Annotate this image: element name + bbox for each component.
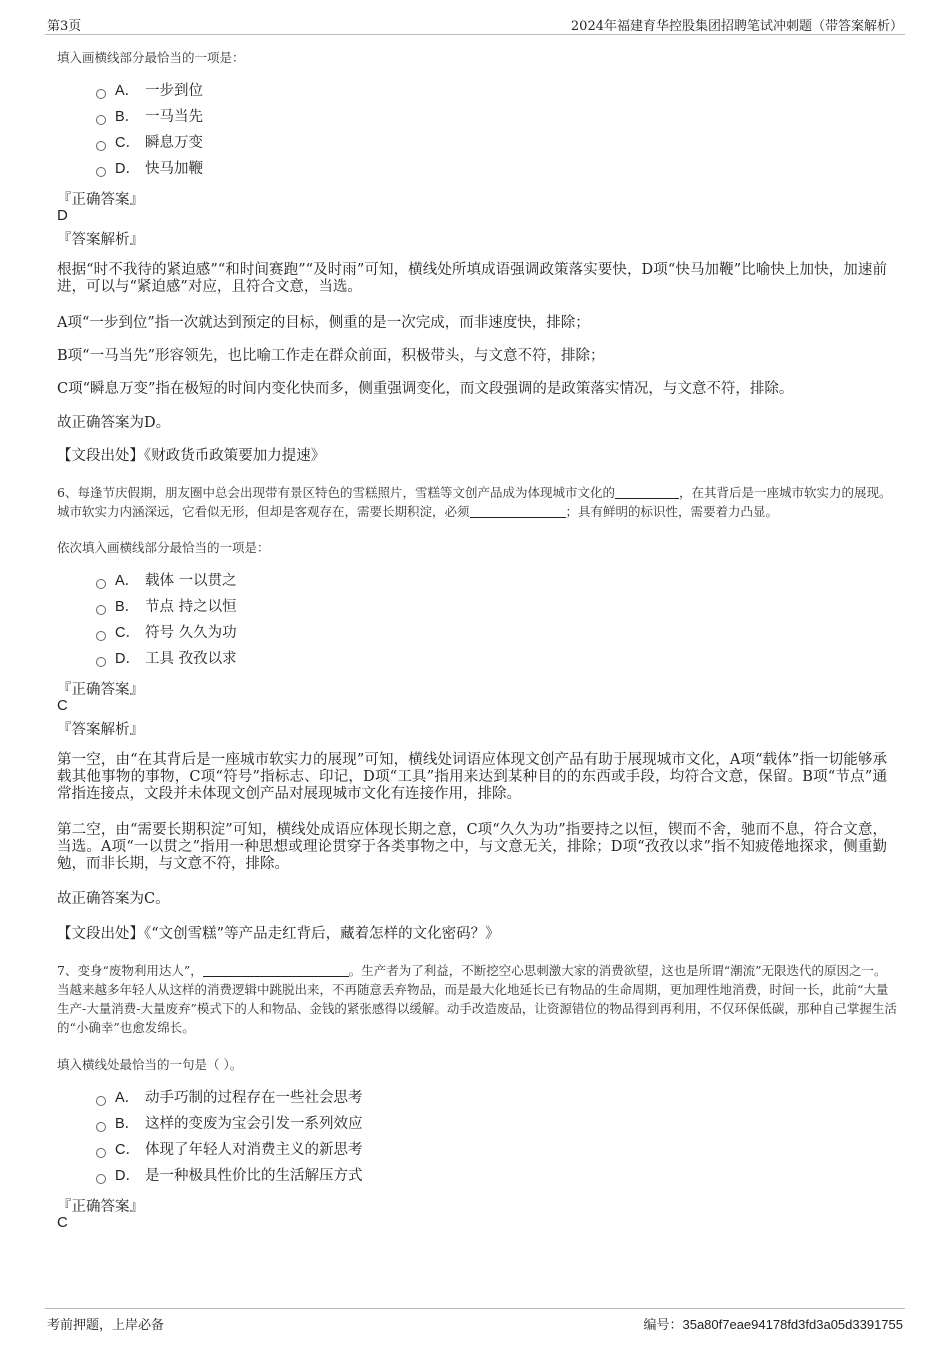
radio-icon[interactable] xyxy=(96,115,106,125)
q6-prompt: 依次填入画横线部分最恰当的一项是： xyxy=(57,540,270,555)
q5-answer: D xyxy=(57,207,68,224)
q5-answer-label: 『正确答案』 xyxy=(57,192,144,208)
q5-option-c[interactable]: C． 瞬息万变 xyxy=(96,132,203,154)
q7-stem: 7、变身“废物利用达人”， 。生产者为了利益，不断挖空心思刺激大家的消费欲望，这也是所谓“潮流”无限迭代的原因之一。当越来越多年轻人从这样的消费逻辑中跳脱出来，不再随意丢弃物品，而是最大化地延长已有物品的生命周期，更加理性地消费，时间一长，此前“大量生产-大量消费-大量废弃”模式下的人和物品、金钱的紧张感得以缓解。动手改造废品，让资源错位的物品得到再利用，不仅环保低碳，那种自己掌握生活的“小确幸”也愈发绵长。 xyxy=(57,963,897,1035)
radio-icon[interactable] xyxy=(96,605,106,615)
footer-slogan: 考前押题，上岸必备 xyxy=(47,1318,165,1333)
q6-option-c[interactable]: C． 符号 久久为功 xyxy=(96,622,237,644)
document-title: 2024年福建育华控股集团招聘笔试冲刺题（带答案解析） xyxy=(570,19,903,34)
q7-option-a[interactable]: A． 动手巧制的过程存在一些社会思考 xyxy=(96,1087,363,1109)
q6-answer: C xyxy=(57,697,68,714)
q7-option-b[interactable]: B． 这样的变废为宝会引发一系列效应 xyxy=(96,1113,363,1135)
blank-line xyxy=(615,484,679,499)
document-code: 编号：35a80f7eae94178fd3fd3a05d3391755 xyxy=(643,1317,903,1332)
q5-option-b[interactable]: B． 一马当先 xyxy=(96,106,203,128)
radio-icon[interactable] xyxy=(96,579,106,589)
q5-analysis-paragraph: 根据“时不我待的紧迫感”“和时间赛跑”“及时雨”可知，横线处所填成语强调政策落实要快，D项“快马加鞭”比喻快上加快，加速前进，可以与“紧迫感”对应，且符合文意，当选。 xyxy=(57,262,887,295)
q7-answer-label: 『正确答案』 xyxy=(57,1199,144,1215)
q5-analysis-paragraph: B项“一马当先”形容领先，也比喻工作走在群众前面，积极带头，与文意不符，排除； xyxy=(57,348,605,364)
radio-icon[interactable] xyxy=(96,141,106,151)
q6-source: 【文段出处】《“文创雪糕”等产品走红背后，藏着怎样的文化密码？》 xyxy=(57,926,500,942)
q6-option-a[interactable]: A． 载体 一以贯之 xyxy=(96,570,237,592)
page-header xyxy=(45,12,905,35)
radio-icon[interactable] xyxy=(96,89,106,99)
q5-analysis-label: 『答案解析』 xyxy=(57,232,144,248)
q6-analysis-label: 『答案解析』 xyxy=(57,722,144,738)
radio-icon[interactable] xyxy=(96,1122,106,1132)
q5-option-a[interactable]: A． 一步到位 xyxy=(96,80,203,102)
blank-line xyxy=(470,503,566,518)
q5-analysis-paragraph: 故正确答案为D。 xyxy=(57,415,171,431)
q7-option-c[interactable]: C． 体现了年轻人对消费主义的新思考 xyxy=(96,1139,363,1161)
radio-icon[interactable] xyxy=(96,1096,106,1106)
q6-analysis-paragraph: 第二空，由“需要长期积淀”可知，横线处成语应体现长期之意，C项“久久为功”指要持之以恒，锲而不舍，驰而不息，符合文意，当选。A项“一以贯之”指用一种思想或理论贯穿于各类事物之中，与文意无关，排除；D项“孜孜以求”指不知疲倦地探求，侧重勤勉，而非长期，与文意不符，排除。 xyxy=(57,822,887,872)
q5-analysis-paragraph: C项“瞬息万变”指在极短的时间内变化快而多，侧重强调变化，而文段强调的是政策落实情况，与文意不符，排除。 xyxy=(57,381,794,397)
page-number: 第3页 xyxy=(47,19,82,34)
q5-prompt: 填入画横线部分最恰当的一项是： xyxy=(57,50,245,65)
q6-option-b[interactable]: B． 节点 持之以恒 xyxy=(96,596,237,618)
q6-analysis-paragraph: 故正确答案为C。 xyxy=(57,891,170,907)
q6-option-d[interactable]: D． 工具 孜孜以求 xyxy=(96,648,237,670)
q5-analysis-paragraph: A项“一步到位”指一次就达到预定的目标，侧重的是一次完成，而非速度快，排除； xyxy=(57,315,590,331)
q7-answer: C xyxy=(57,1214,68,1231)
q6-stem: 6、每逢节庆假期，朋友圈中总会出现带有景区特色的雪糕照片，雪糕等文创产品成为体现城市文化的 ，在其背后是一座城市软实力的展现。城市软实力内涵深远，它看似无形，但却是客观存在，需要长期积淀，必须 ；具有鲜明的标识性，需要着力凸显。 xyxy=(57,485,892,519)
q5-option-d[interactable]: D． 快马加鞭 xyxy=(96,158,203,180)
q6-analysis-paragraph: 第一空，由“在其背后是一座城市软实力的展现”可知，横线处词语应体现文创产品有助于展现城市文化，A项“载体”指一切能够承载其他事物的事物，C项“符号”指标志、印记，D项“工具”指用来达到某种目的的东西或手段，均符合文意，保留。B项“节点”通常指连接点，文段并未体现文创产品对展现城市文化有连接作用，排除。 xyxy=(57,752,887,802)
q7-prompt: 填入横线处最恰当的一句是（ ）。 xyxy=(57,1057,243,1072)
page-footer xyxy=(45,1308,905,1333)
q7-option-d[interactable]: D． 是一种极具性价比的生活解压方式 xyxy=(96,1165,363,1187)
radio-icon[interactable] xyxy=(96,657,106,667)
radio-icon[interactable] xyxy=(96,1148,106,1158)
q6-answer-label: 『正确答案』 xyxy=(57,682,144,698)
q5-source: 【文段出处】《财政货币政策要加力提速》 xyxy=(57,448,326,464)
radio-icon[interactable] xyxy=(96,1174,106,1184)
blank-line xyxy=(203,962,349,977)
radio-icon[interactable] xyxy=(96,631,106,641)
radio-icon[interactable] xyxy=(96,167,106,177)
